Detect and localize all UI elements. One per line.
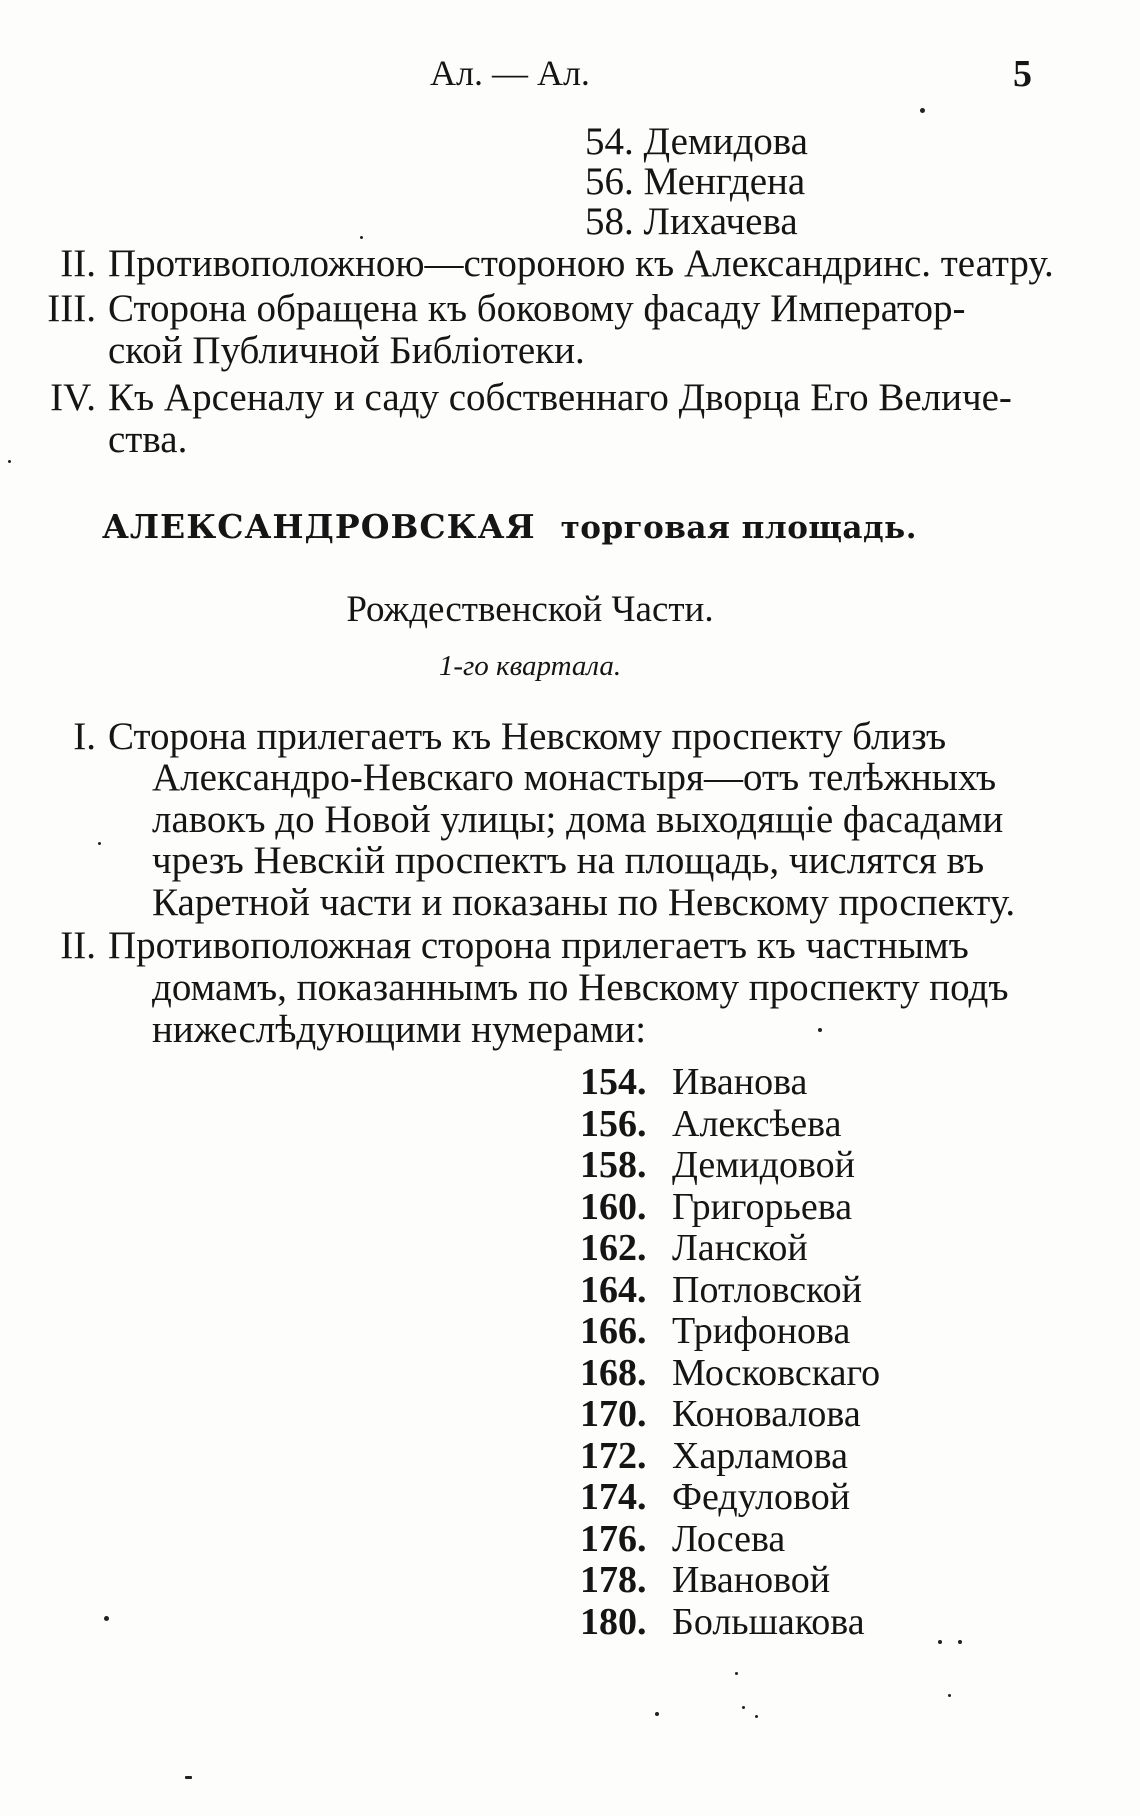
house-number: 178.	[580, 1559, 647, 1601]
list-item	[580, 1560, 880, 1602]
list-item	[580, 1436, 880, 1478]
scan-speck	[742, 1706, 745, 1709]
list-item	[585, 122, 808, 162]
list-item	[580, 1062, 880, 1104]
side-text-line: Противоположною—стороною къ Александринс. театру.	[108, 242, 1054, 285]
side-text-line: Къ Арсеналу и саду собственнаго Дворца Его Величе-	[108, 376, 1012, 419]
owner-name: Алексѣева	[672, 1102, 842, 1145]
side-text-line: Сторона прилегаетъ къ Невскому проспекту близъ	[108, 715, 947, 758]
square-name: АЛЕКСАНДРОВСКАЯ	[102, 507, 536, 546]
owner-name: Лосева	[672, 1517, 786, 1560]
scan-speck	[958, 1640, 962, 1644]
side-text-line: Сторона обращена къ боковому фасаду Император-	[108, 287, 966, 330]
house-number: 170.	[580, 1393, 647, 1435]
list-item	[580, 1602, 880, 1644]
list-item	[580, 1394, 880, 1436]
house-number: 168.	[580, 1351, 647, 1394]
section-title	[102, 507, 917, 546]
owner-name: Потловской	[672, 1268, 863, 1311]
list-item	[585, 162, 808, 202]
side-entry	[28, 242, 1054, 285]
side-entry	[28, 926, 1048, 966]
side-text-line: чрезъ Невскій проспектъ на площадь, числятся въ	[152, 839, 985, 882]
scan-speck	[185, 1776, 192, 1779]
scan-speck	[818, 1028, 822, 1032]
house-number: 164.	[580, 1268, 647, 1311]
list-item	[580, 1145, 880, 1187]
list-item	[580, 1519, 880, 1561]
side-text-line: нижеслѣдующими нумерами:	[152, 1008, 647, 1051]
owner-name: Московскаго	[672, 1351, 881, 1394]
scan-speck	[98, 842, 101, 845]
list-item	[580, 1104, 880, 1146]
owner-name: Демидова	[643, 120, 808, 163]
house-number: 166.	[580, 1310, 647, 1352]
scan-speck	[755, 1715, 758, 1718]
side-text-line: лавокъ до Новой улицы; дома выходящіе фасадами	[152, 798, 1004, 841]
scan-speck	[8, 460, 11, 463]
list-item	[580, 1228, 880, 1270]
scan-speck	[360, 236, 363, 239]
owner-name: Ивановой	[672, 1559, 831, 1601]
part-heading: Рождественской Части.	[346, 589, 714, 630]
side-numeral: I.	[73, 715, 96, 758]
house-number: 156.	[580, 1102, 647, 1145]
house-number: 180.	[580, 1600, 647, 1643]
owner-name: Григорьева	[672, 1185, 853, 1228]
scan-speck	[948, 1694, 951, 1697]
owner-name: Лихачева	[643, 200, 798, 243]
side-text-line: ской Публичной Библіотеки.	[108, 329, 585, 372]
house-number: 58.	[585, 200, 634, 243]
list-item	[580, 1311, 880, 1353]
owner-name: Федуловой	[672, 1476, 851, 1518]
side-numeral: IV.	[50, 376, 96, 419]
bottom-house-list	[580, 1062, 880, 1643]
house-number: 154.	[580, 1061, 647, 1103]
side-entry	[28, 378, 1048, 418]
house-number: 176.	[580, 1517, 647, 1560]
house-number: 54.	[585, 120, 634, 163]
scan-speck	[920, 108, 925, 113]
side-entry	[28, 717, 1048, 757]
side-numeral: III.	[47, 287, 96, 330]
list-item	[580, 1353, 880, 1395]
house-number: 158.	[580, 1144, 647, 1186]
owner-name: Иванова	[672, 1061, 808, 1103]
side-text-line: ства.	[108, 418, 188, 461]
house-number: 160.	[580, 1185, 647, 1228]
square-type: торговая площадь.	[560, 510, 917, 546]
list-item	[580, 1187, 880, 1229]
owner-name: Менгдена	[643, 160, 806, 203]
running-title: Ал. — Ал.	[430, 53, 590, 93]
house-number: 56.	[585, 160, 634, 203]
list-item	[580, 1477, 880, 1519]
side-numeral: II.	[60, 924, 96, 967]
side-text-line: домамъ, показаннымъ по Невскому проспекту подъ	[152, 966, 1009, 1009]
scan-speck	[938, 1640, 942, 1644]
list-item	[585, 202, 808, 242]
side-text-line: Каретной части и показаны по Невскому проспекту.	[152, 881, 1016, 924]
house-number: 162.	[580, 1227, 647, 1269]
side-text-line: Александро-Невскаго монастыря—отъ телѣжныхъ	[152, 756, 997, 799]
scan-speck	[655, 1712, 659, 1716]
owner-name: Демидовой	[672, 1144, 855, 1186]
side-entry	[28, 289, 1048, 329]
owner-name: Ланской	[672, 1227, 808, 1269]
scan-speck	[104, 1616, 109, 1621]
page-number: 5	[1013, 53, 1032, 95]
owner-name: Коновалова	[672, 1393, 861, 1435]
house-number: 174.	[580, 1476, 647, 1518]
quarter-heading: 1-го квартала.	[438, 650, 622, 682]
owner-name: Большакова	[672, 1600, 865, 1643]
list-item	[580, 1270, 880, 1312]
side-numeral: II.	[60, 242, 96, 285]
scan-speck	[735, 1672, 738, 1675]
top-house-list	[585, 122, 808, 242]
house-number: 172.	[580, 1434, 647, 1477]
owner-name: Трифонова	[672, 1310, 851, 1352]
side-text-line: Противоположная сторона прилегаетъ къ частнымъ	[108, 924, 969, 967]
owner-name: Харламова	[672, 1434, 848, 1477]
